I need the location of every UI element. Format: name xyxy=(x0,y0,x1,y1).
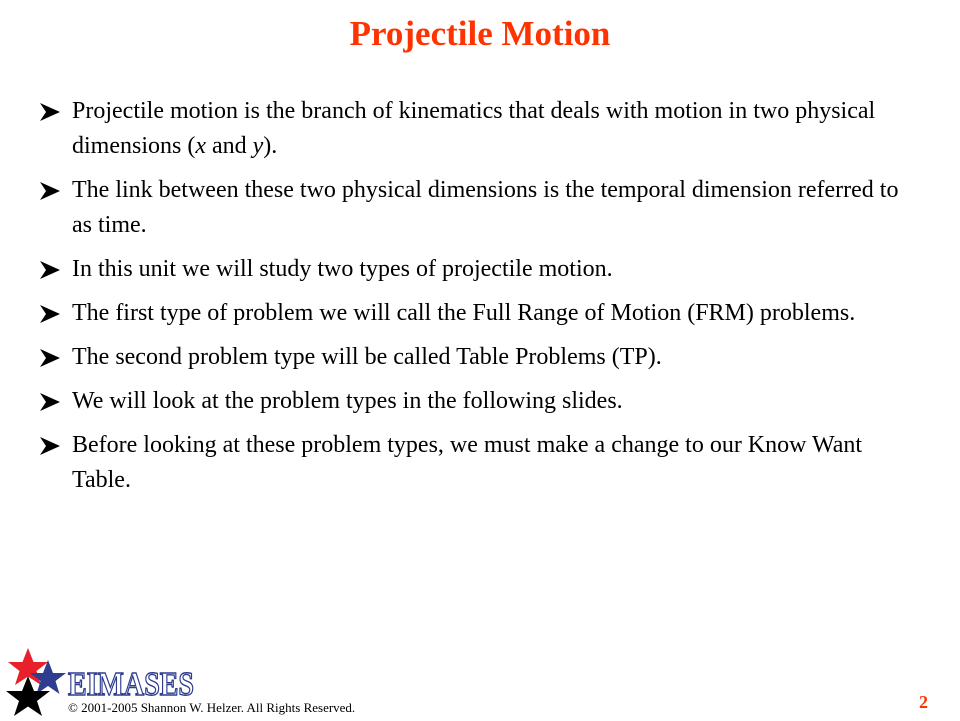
bullet-item xyxy=(40,428,920,498)
bullet-item xyxy=(40,173,920,243)
bullet-text-part: Projectile motion is the branch of kinematics that deals with motion in two physical dimensions ( xyxy=(72,98,876,159)
bullet-text-y: y xyxy=(252,133,264,159)
bullet-text-x: x xyxy=(195,133,206,159)
arrow-right-icon xyxy=(40,173,64,208)
arrow-right-icon xyxy=(40,428,64,463)
arrow-right-icon xyxy=(40,296,64,331)
arrow-right-icon xyxy=(40,252,64,287)
arrow-right-icon xyxy=(40,340,64,375)
bullet-text: In this unit we will study two types of projectile motion. xyxy=(72,256,613,282)
page-number: 2 xyxy=(919,692,928,712)
bullet-item xyxy=(40,296,920,331)
bullet-list xyxy=(40,94,920,507)
bullet-item xyxy=(40,384,920,419)
bullet-text: The first type of problem we will call the Full Range of Motion (FRM) problems. xyxy=(72,300,856,326)
bullet-item xyxy=(40,252,920,287)
arrow-right-icon xyxy=(40,384,64,419)
bullet-text: We will look at the problem types in the following slides. xyxy=(72,388,623,414)
logo-text: EIMASES xyxy=(68,666,194,703)
bullet-text: The second problem type will be called Table Problems (TP). xyxy=(72,344,662,370)
bullet-text: Before looking at these problem types, we must make a change to our Know Want Table. xyxy=(72,432,863,493)
bullet-item xyxy=(40,94,920,164)
bullet-text-part: and xyxy=(205,133,253,159)
bullet-text-part: ). xyxy=(263,133,278,159)
slide-title: Projectile Motion xyxy=(349,14,611,53)
arrow-right-icon xyxy=(40,94,64,129)
bullet-item xyxy=(40,340,920,375)
bullet-text: The link between these two physical dimensions is the temporal dimension referred to as time. xyxy=(72,177,899,238)
copyright-text: © 2001-2005 Shannon W. Helzer. All Rights Reserved. xyxy=(68,700,356,715)
